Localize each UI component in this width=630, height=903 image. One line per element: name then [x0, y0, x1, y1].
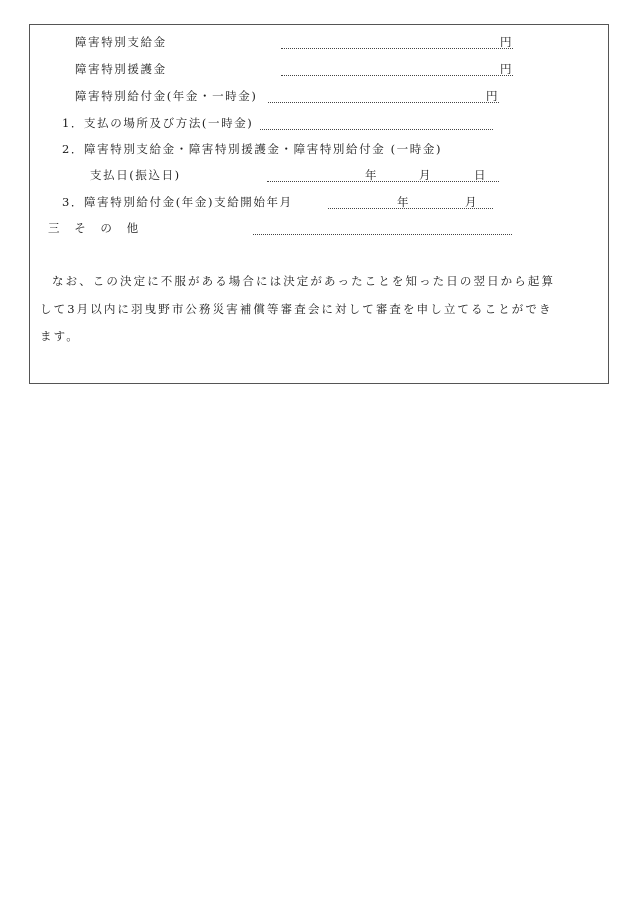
- pension-start-month-unit: 月: [465, 195, 479, 209]
- special-assistance-yen-unit: 円: [500, 62, 514, 76]
- special-benefit-amount-field[interactable]: [268, 102, 499, 103]
- payment-place-method-field[interactable]: [260, 129, 493, 130]
- payment-place-method-label: 1．支払の場所及び方法(一時金): [62, 116, 254, 130]
- special-benefit-label: 障害特別給付金(年金・一時金): [75, 89, 258, 103]
- pension-start-label: 3．障害特別給付金(年金)支給開始年月: [62, 195, 293, 209]
- special-benefit-yen-unit: 円: [486, 89, 500, 103]
- notice-line-2: して3月以内に羽曳野市公務災害補償等審査会に対して審査を申し立てることができ: [40, 302, 553, 316]
- special-assistance-label: 障害特別援護金: [75, 62, 167, 76]
- other-field[interactable]: [253, 234, 512, 235]
- special-allowance-amount-field[interactable]: [281, 48, 513, 49]
- payment-date-day-unit: 日: [474, 168, 488, 182]
- notice-line-1: なお、この決定に不服がある場合には決定があったことを知った日の翌日から起算: [52, 274, 556, 288]
- special-allowance-label: 障害特別支給金: [75, 35, 167, 49]
- payment-date-month-unit: 月: [419, 168, 433, 182]
- other-label: 三 そ の 他: [48, 221, 140, 235]
- special-allowance-yen-unit: 円: [500, 35, 514, 49]
- notice-line-3: ます。: [40, 329, 80, 343]
- payment-date-field[interactable]: [267, 181, 499, 182]
- payment-date-heading: 2．障害特別支給金・障害特別援護金・障害特別給付金 (一時金): [62, 142, 443, 156]
- payment-date-year-unit: 年: [365, 168, 379, 182]
- pension-start-year-unit: 年: [397, 195, 411, 209]
- special-assistance-amount-field[interactable]: [281, 75, 513, 76]
- payment-date-label: 支払日(振込日): [90, 168, 181, 182]
